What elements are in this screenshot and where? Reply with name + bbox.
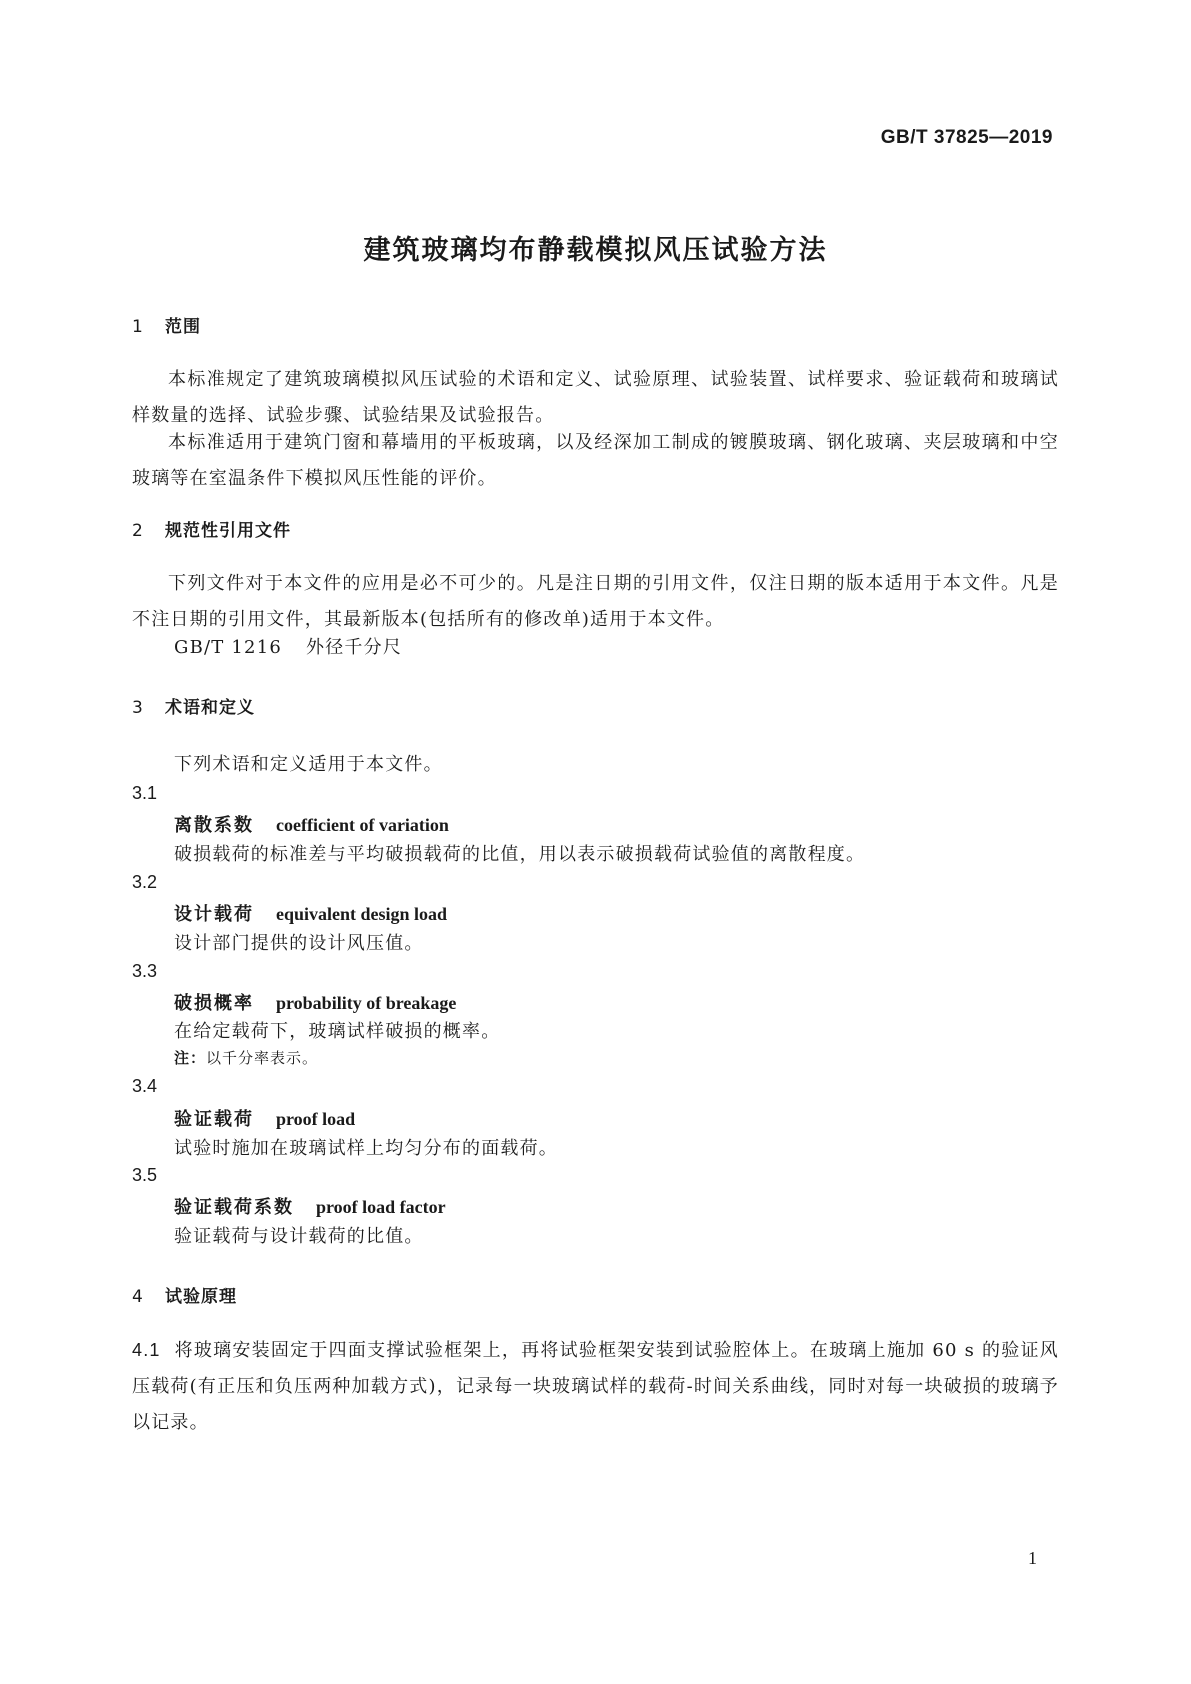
section-1-heading <box>132 312 201 337</box>
section-2-paragraph: 下列文件对于本文件的应用是必不可少的。凡是注日期的引用文件，仅注日期的版本适用于本文件。凡是不注日期的引用文件，其最新版本(包括所有的修改单)适用于本文件。 <box>132 573 1059 630</box>
page-number: 1 <box>1028 1548 1037 1568</box>
document-title: 建筑玻璃均布静载模拟风压试验方法 <box>363 235 828 266</box>
section-number: 1 <box>132 317 144 337</box>
note-label: 注： <box>174 1049 207 1067</box>
term-chinese: 破损概率 <box>174 993 254 1014</box>
term-number: 3.5 <box>132 1165 158 1185</box>
section-3-heading <box>132 693 255 718</box>
section-title: 试验原理 <box>165 1287 237 1307</box>
term-definition: 试验时施加在玻璃试样上均匀分布的面载荷。 <box>174 1138 558 1159</box>
term-definition: 验证载荷与设计载荷的比值。 <box>174 1226 424 1247</box>
term-note <box>174 1047 318 1068</box>
term-chinese: 设计载荷 <box>174 904 254 925</box>
term-definition: 在给定载荷下，玻璃试样破损的概率。 <box>174 1021 501 1042</box>
section-3-intro: 下列术语和定义适用于本文件。 <box>174 754 443 775</box>
clause-4-1 <box>132 1332 1059 1441</box>
reference-title: 外径千分尺 <box>306 637 403 658</box>
term-english: proof load factor <box>316 1197 446 1217</box>
term-entry <box>174 1105 355 1131</box>
clause-text: 将玻璃安装固定于四面支撑试验框架上，再将试验框架安装到试验腔体上。在玻璃上施加 60 s 的验证风压载荷(有正压和负压两种加载方式)，记录每一块玻璃试样的载荷-时间关系曲线，同时对每一块破损的玻璃予以记录。 <box>132 1340 1059 1433</box>
section-1-paragraph-1: 本标准规定了建筑玻璃模拟风压试验的术语和定义、试验原理、试验装置、试样要求、验证载荷和玻璃试样数量的选择、试验步骤、试验结果及试验报告。 <box>132 369 1059 426</box>
section-1-paragraph-2: 本标准适用于建筑门窗和幕墙用的平板玻璃，以及经深加工制成的镀膜玻璃、钢化玻璃、夹层玻璃和中空玻璃等在室温条件下模拟风压性能的评价。 <box>132 432 1059 489</box>
section-4-heading <box>132 1282 237 1307</box>
term-number: 3.4 <box>132 1076 158 1096</box>
term-entry <box>174 989 456 1015</box>
term-number: 3.1 <box>132 783 158 803</box>
term-number: 3.3 <box>132 961 158 981</box>
section-title: 术语和定义 <box>165 698 255 718</box>
section-2-heading <box>132 516 291 541</box>
section-number: 2 <box>132 521 144 541</box>
term-definition: 破损载荷的标准差与平均破损载荷的比值，用以表示破损载荷试验值的离散程度。 <box>174 844 866 865</box>
term-definition: 设计部门提供的设计风压值。 <box>174 933 424 954</box>
term-chinese: 验证载荷系数 <box>174 1197 294 1218</box>
term-number: 3.2 <box>132 872 158 892</box>
section-title: 规范性引用文件 <box>165 521 291 541</box>
term-english: proof load <box>276 1109 356 1129</box>
reference-code: GB/T 1216 <box>174 637 283 658</box>
clause-number: 4.1 <box>132 1340 161 1360</box>
term-english: coefficient of variation <box>276 815 449 835</box>
section-title: 范围 <box>165 317 201 337</box>
term-english: probability of breakage <box>276 993 457 1013</box>
term-entry <box>174 900 447 926</box>
note-text: 以千分率表示。 <box>206 1049 319 1067</box>
standard-code: GB/T 37825—2019 <box>880 127 1053 148</box>
section-number: 3 <box>132 698 144 718</box>
term-english: equivalent design load <box>276 904 448 924</box>
normative-reference <box>174 633 402 659</box>
term-chinese: 验证载荷 <box>174 1109 254 1130</box>
term-entry <box>174 811 449 837</box>
term-entry <box>174 1193 446 1219</box>
section-number: 4 <box>132 1287 144 1307</box>
term-chinese: 离散系数 <box>174 815 254 836</box>
